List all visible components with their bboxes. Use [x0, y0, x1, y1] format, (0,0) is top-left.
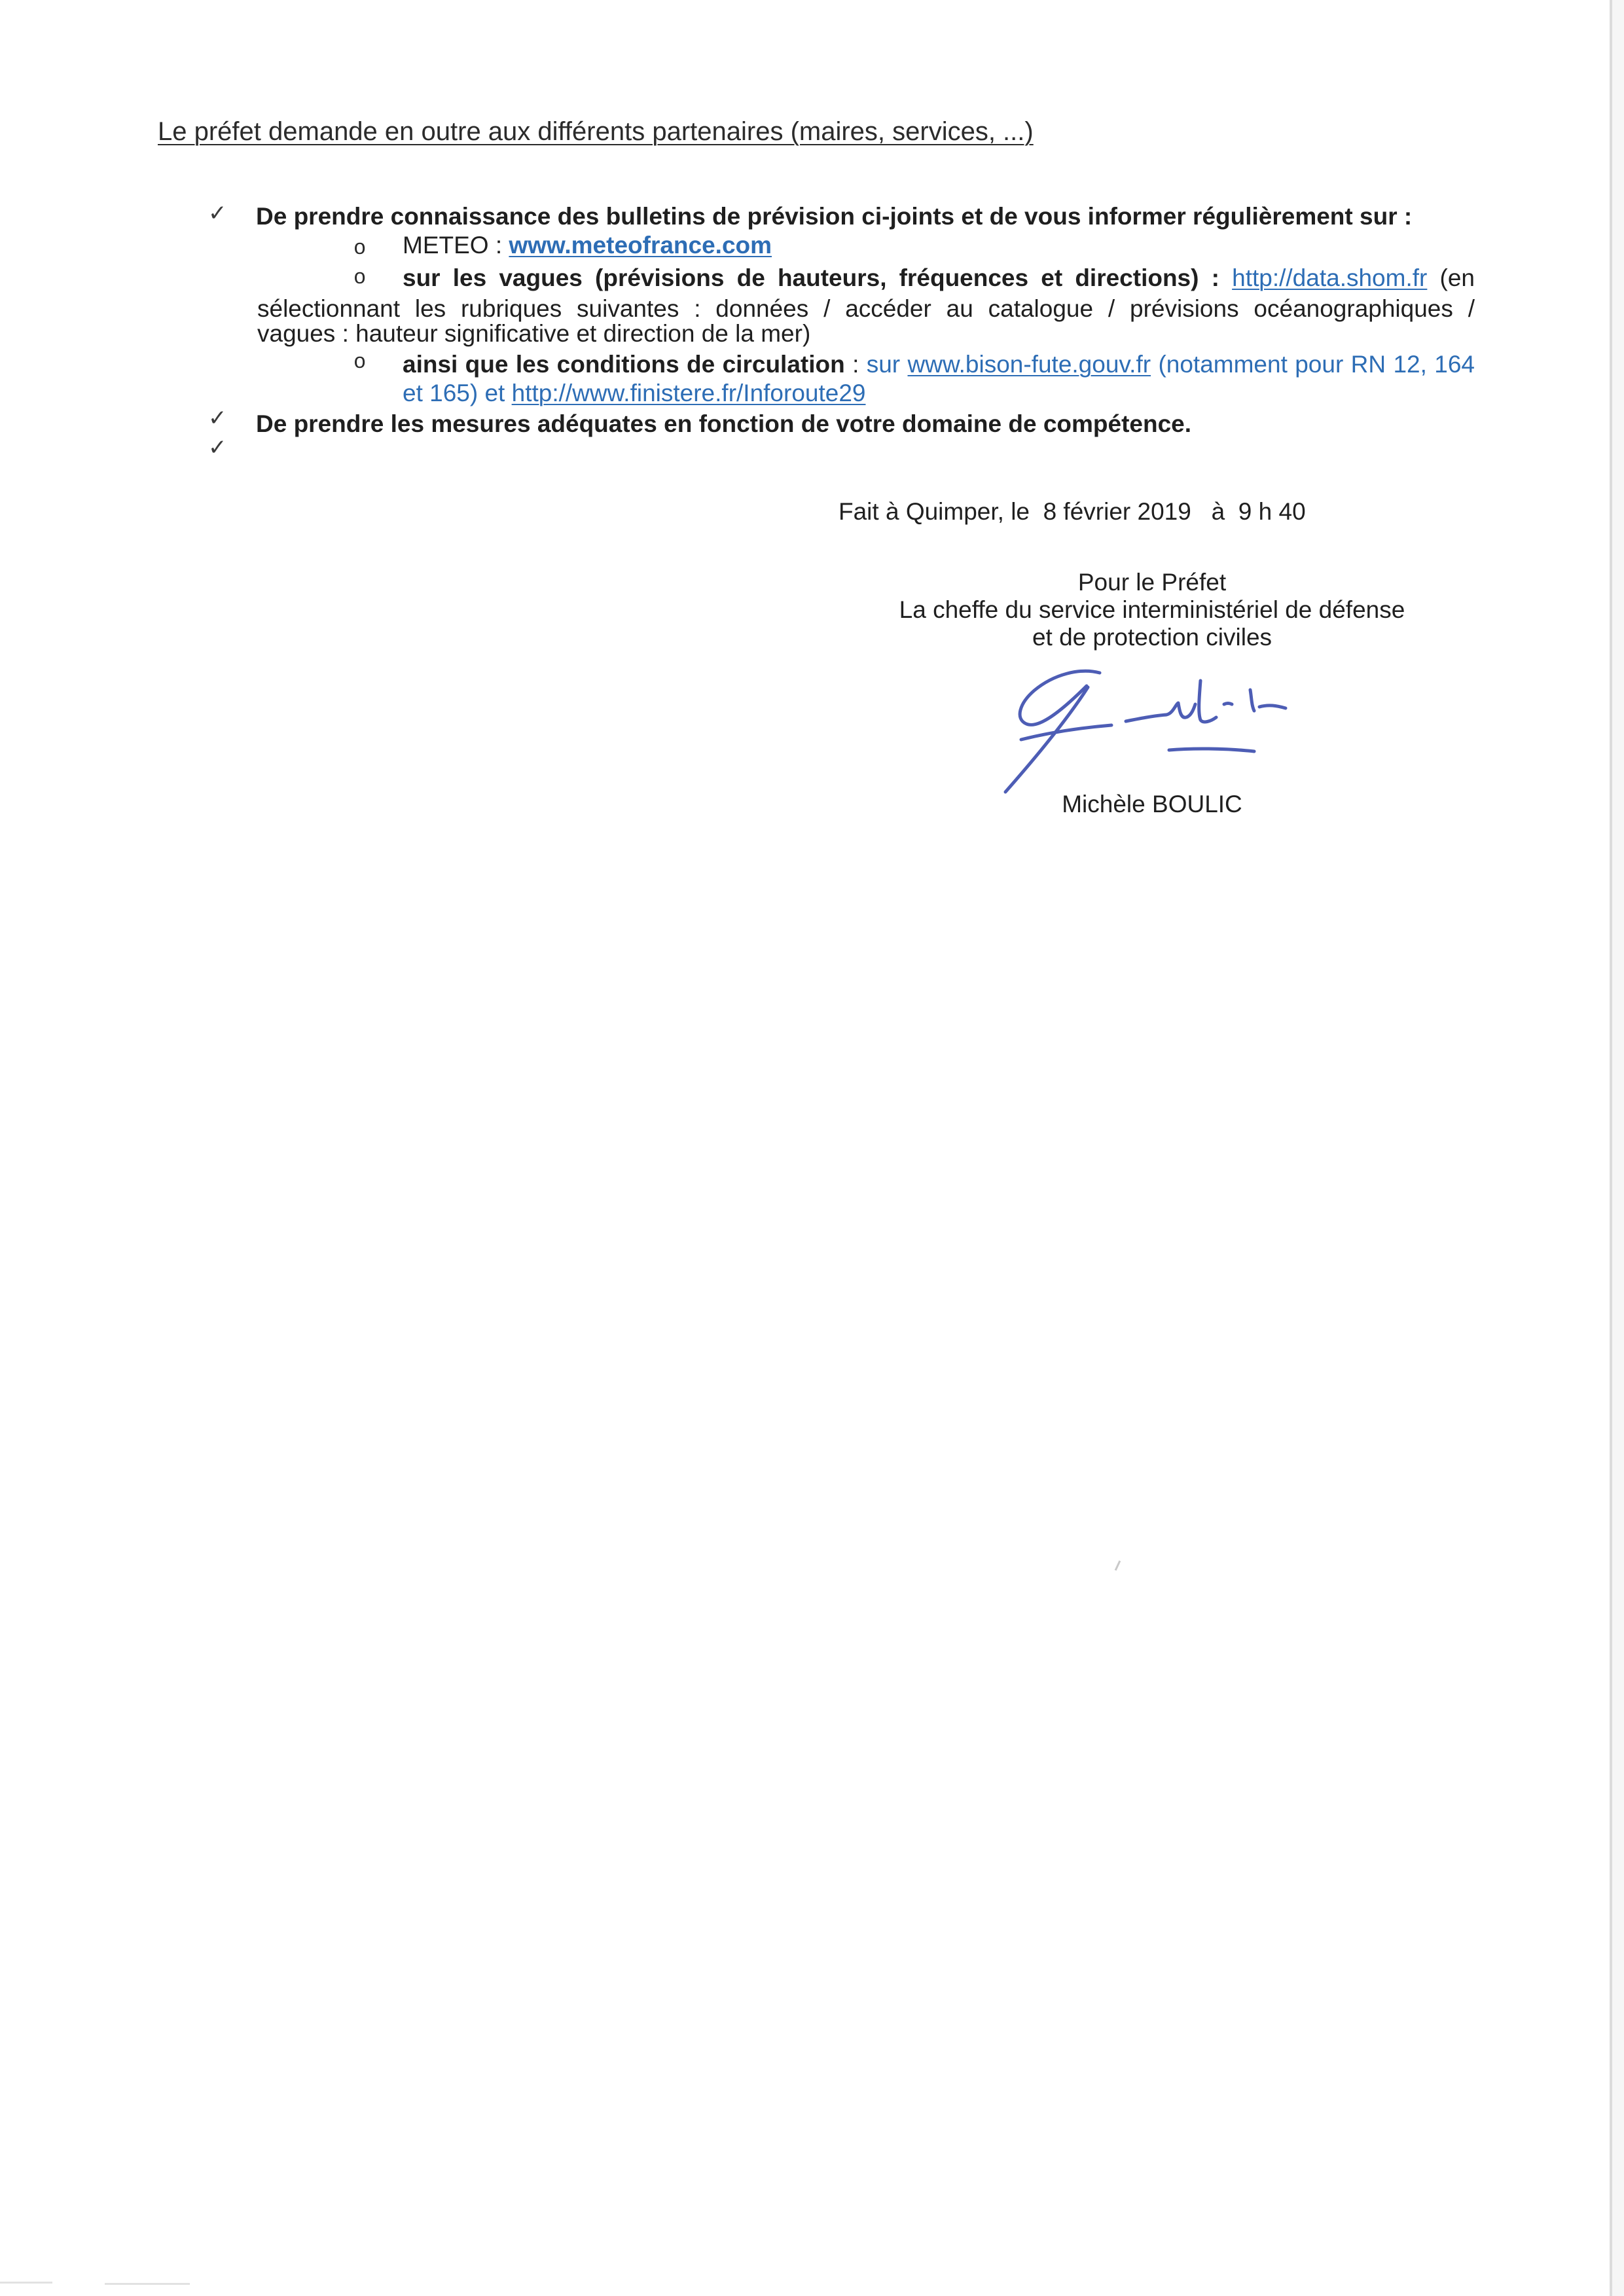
checkmark-icon: ✓ [208, 405, 227, 431]
instruction-2-text: De prendre les mesures adéquates en fonction de votre domaine de compétence. [256, 410, 1192, 437]
scan-edge-line [1610, 0, 1612, 2296]
traffic-label: ainsi que les conditions de circulation [403, 351, 845, 378]
waves-detail-line: sélectionnant les rubriques suivantes : données / accéder au catalogue / prévisions océanographiques / [257, 295, 1475, 322]
meteo-label: METEO : [403, 232, 503, 259]
scan-bottom-mark [105, 2283, 190, 2285]
instruction-1-text: De prendre connaissance des bulletins de prévision ci-joints et de vous informer régulièrement sur : [256, 203, 1413, 230]
bullet-icon: o [353, 236, 367, 260]
scan-speck [1115, 1560, 1121, 1571]
bison-fute-link[interactable]: www.bison-fute.gouv.fr [907, 351, 1151, 378]
waves-continuation: (en [1439, 264, 1475, 291]
signatory-title: La cheffe du service interministériel de défense [899, 596, 1405, 623]
shom-link[interactable]: http://data.shom.fr [1232, 264, 1428, 291]
signatory-line-1: Pour le Préfet [1077, 569, 1227, 596]
waves-detail-end: vagues : hauteur significative et direction de la mer) [257, 320, 811, 347]
bullet-icon: o [353, 350, 367, 374]
signatory-title-2: et de protection civiles [1032, 624, 1272, 651]
checkmark-icon: ✓ [208, 435, 227, 461]
traffic-line-2 [403, 379, 866, 408]
scan-edge-shade [1612, 0, 1624, 2296]
inforoute-link[interactable]: http://www.finistere.fr/Inforoute29 [511, 380, 866, 406]
traffic-line [403, 350, 1475, 379]
traffic-separator: : [852, 351, 859, 378]
meteofrance-link[interactable]: www.meteofrance.com [509, 232, 772, 259]
page-heading: Le préfet demande en outre aux différents partenaires (maires, services, ...) [158, 117, 1034, 146]
place-and-date: Fait à Quimper, le 8 février 2019 à 9 h 40 [839, 498, 1306, 525]
traffic-note: (notamment pour RN 12, 164 [1158, 351, 1475, 378]
waves-label: sur les vagues (prévisions de hauteurs, fréquences et directions) : [403, 264, 1219, 291]
waves-line [403, 264, 1475, 293]
handwritten-signature [995, 661, 1296, 805]
bullet-icon: o [353, 266, 367, 290]
traffic-prefix: sur [866, 351, 901, 378]
scan-bottom-mark [0, 2282, 52, 2284]
signatory-name: Michèle BOULIC [1062, 791, 1242, 817]
checkmark-icon: ✓ [208, 200, 227, 226]
meteo-line [403, 231, 772, 260]
traffic-note-end: et 165) et [403, 380, 505, 406]
